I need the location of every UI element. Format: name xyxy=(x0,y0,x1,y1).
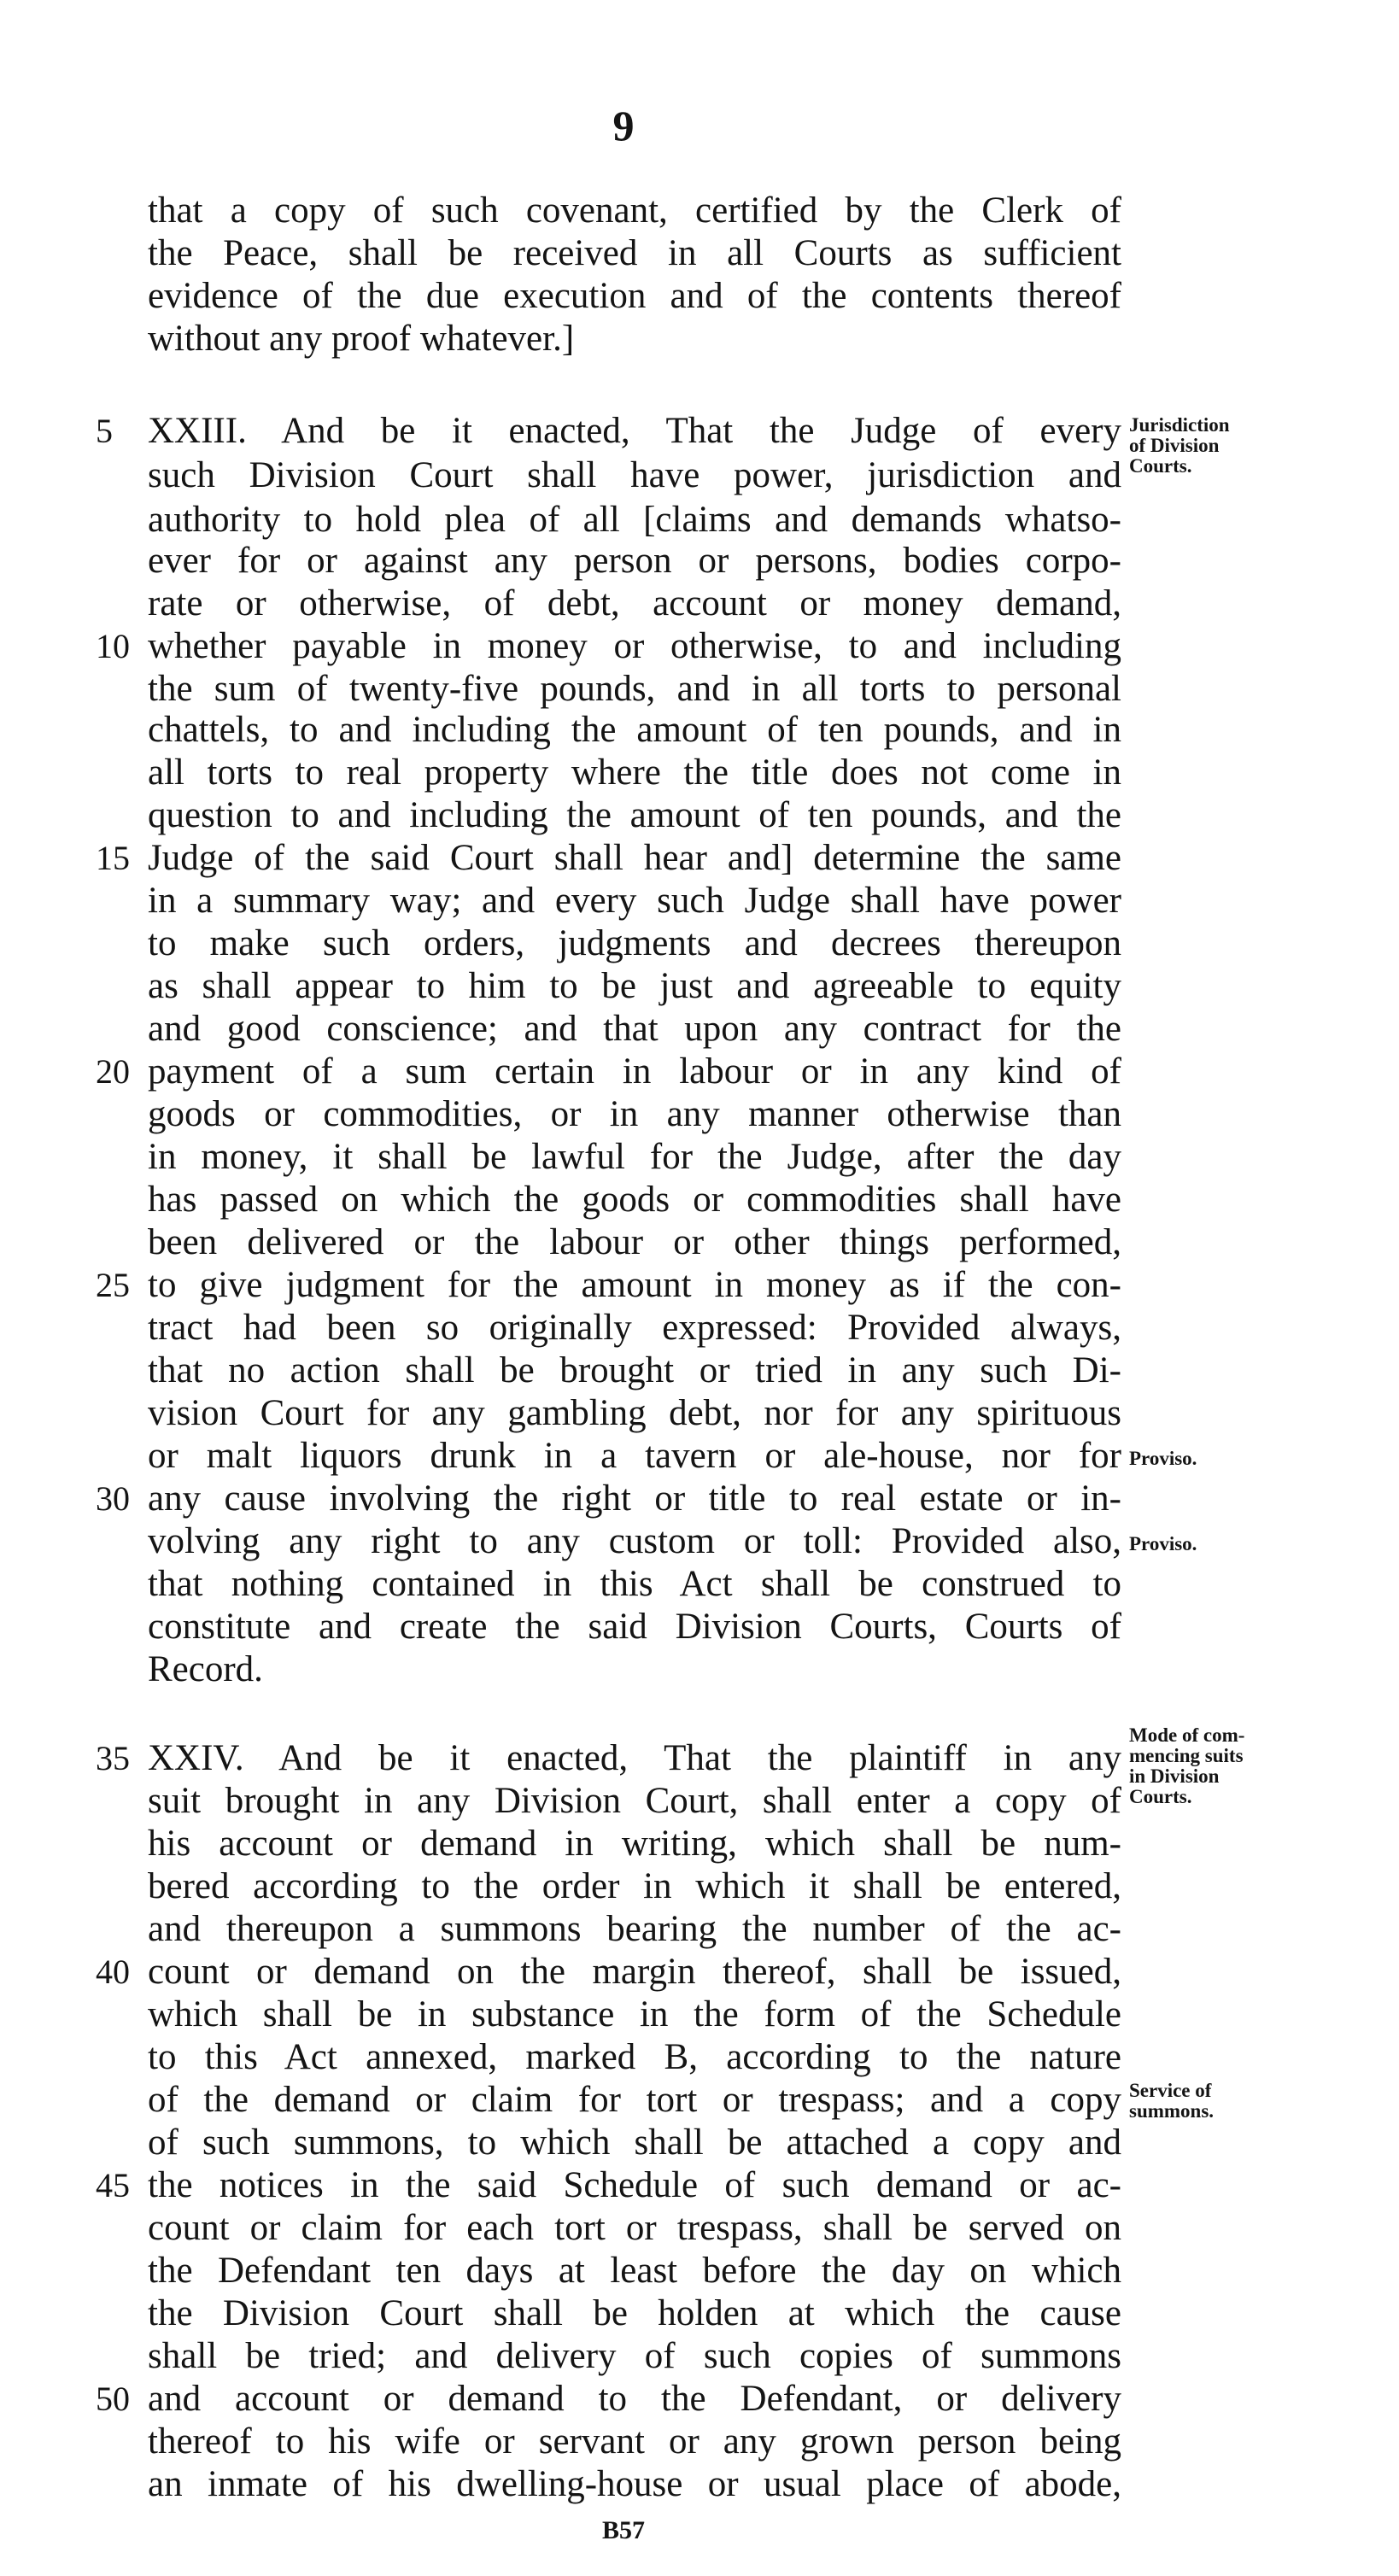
text-line: that nothing contained in this Act shall be construed to xyxy=(148,1564,1121,1604)
margin-note xyxy=(1129,415,1385,477)
text-line: that a copy of such covenant, certified by the Clerk of xyxy=(148,190,1121,231)
text-line: question to and including the amount of ten pounds, and the xyxy=(148,795,1121,835)
margin-note-line: mencing suits xyxy=(1129,1745,1244,1766)
text-line: the notices in the said Schedule of such demand or ac- xyxy=(148,2165,1121,2205)
line-number: 50 xyxy=(96,2380,130,2418)
text-line: evidence of the due execution and of the contents thereof xyxy=(148,276,1121,316)
text-line: without any proof whatever.] xyxy=(148,319,575,359)
text-line: an inmate of his dwelling-house or usual place of abode, xyxy=(148,2464,1121,2504)
margin-note xyxy=(1129,2081,1385,2122)
signature-mark: B57 xyxy=(601,2516,645,2544)
margin-note-line: Mode of com- xyxy=(1129,1724,1245,1746)
text-line: whether payable in money or otherwise, to and including xyxy=(148,626,1121,666)
text-line: constitute and create the said Division Courts, Courts of xyxy=(148,1607,1121,1647)
text-line: the Peace, shall be received in all Courts as sufficient xyxy=(148,233,1121,273)
line-number: 35 xyxy=(96,1739,130,1777)
text-line: suit brought in any Division Court, shall enter a copy of xyxy=(148,1781,1121,1821)
margin-note xyxy=(1129,1534,1385,1554)
text-line: vision Court for any gambling debt, nor for any spirituous xyxy=(148,1393,1121,1433)
margin-note-line: Jurisdiction xyxy=(1129,414,1230,436)
margin-note-line: summons. xyxy=(1129,2100,1215,2122)
text-line: thereof to his wife or servant or any grown person being xyxy=(148,2421,1121,2462)
text-line: count or claim for each tort or trespass, shall be served on xyxy=(148,2208,1121,2248)
text-line: which shall be in substance in the form of the Schedule xyxy=(148,1994,1121,2034)
text-line: authority to hold plea of all [claims and demands whatso- xyxy=(148,500,1121,540)
text-line: of the demand or claim for tort or trespass; and a copy xyxy=(148,2080,1121,2120)
margin-note-line: Courts. xyxy=(1129,455,1192,477)
text-line: the Division Court shall be holden at which the cause xyxy=(148,2293,1121,2333)
margin-note-line: Proviso. xyxy=(1129,1533,1197,1554)
margin-note xyxy=(1129,1449,1385,1469)
text-line: goods or commodities, or in any manner otherwise than xyxy=(148,1094,1121,1134)
text-line: any cause involving the right or title to real estate or in- xyxy=(148,1478,1121,1519)
margin-note-line: of Division xyxy=(1129,435,1220,456)
text-line: count or demand on the margin thereof, shall be issued, xyxy=(148,1952,1121,1992)
line-number: 45 xyxy=(96,2166,130,2204)
text-line: to this Act annexed, marked B, according to the nature xyxy=(148,2037,1121,2077)
text-line: and account or demand to the Defendant, or delivery xyxy=(148,2379,1121,2419)
text-line: Record. xyxy=(148,1649,263,1689)
text-line: chattels, to and including the amount of ten pounds, and in xyxy=(148,710,1121,750)
text-line: his account or demand in writing, which shall be num- xyxy=(148,1824,1121,1864)
line-number: 40 xyxy=(96,1952,130,1991)
line-number: 30 xyxy=(96,1479,130,1518)
page-number: 9 xyxy=(612,102,635,149)
text-line: Judge of the said Court shall hear and] determine the same xyxy=(148,838,1121,878)
text-line: shall be tried; and delivery of such copies of summons xyxy=(148,2336,1121,2376)
line-number: 5 xyxy=(96,412,113,450)
text-line: volving any right to any custom or toll: Provided also, xyxy=(148,1521,1121,1561)
text-line: as shall appear to him to be just and agreeable to equity xyxy=(148,966,1121,1006)
line-number: 10 xyxy=(96,627,130,665)
text-line: that no action shall be brought or tried in any such Di- xyxy=(148,1350,1121,1390)
text-line: to make such orders, judgments and decrees thereupon xyxy=(148,923,1121,963)
text-line: of such summons, to which shall be attached a copy and xyxy=(148,2122,1121,2163)
line-number: 15 xyxy=(96,839,130,877)
margin-note-line: Courts. xyxy=(1129,1786,1192,1807)
text-line: the Defendant ten days at least before the day on which xyxy=(148,2251,1121,2291)
text-line: and good conscience; and that upon any contract for the xyxy=(148,1009,1121,1049)
text-line: tract had been so originally expressed: Provided always, xyxy=(148,1308,1121,1348)
margin-note-line: in Division xyxy=(1129,1765,1220,1787)
margin-note-line: Proviso. xyxy=(1129,1448,1197,1469)
text-line: rate or otherwise, of debt, account or money demand, xyxy=(148,583,1121,624)
text-line: has passed on which the goods or commodities shall have xyxy=(148,1180,1121,1220)
text-line: and thereupon a summons bearing the number of the ac- xyxy=(148,1909,1121,1949)
text-line: been delivered or the labour or other things performed, xyxy=(148,1222,1121,1262)
text-line: XXIII. And be it enacted, That the Judge of every xyxy=(148,411,1121,451)
margin-note-line: Service of xyxy=(1129,2080,1212,2101)
text-line: such Division Court shall have power, jurisdiction and xyxy=(148,455,1121,495)
line-number: 25 xyxy=(96,1266,130,1304)
text-line: all torts to real property where the title does not come in xyxy=(148,752,1121,793)
margin-note xyxy=(1129,1725,1385,1807)
text-line: payment of a sum certain in labour or in any kind of xyxy=(148,1051,1121,1092)
text-line: in money, it shall be lawful for the Judge, after the day xyxy=(148,1137,1121,1177)
text-line: ever for or against any person or persons, bodies corpo- xyxy=(148,541,1121,581)
text-line: the sum of twenty-five pounds, and in all torts to personal xyxy=(148,669,1121,709)
text-line: XXIV. And be it enacted, That the plaintiff in any xyxy=(148,1738,1121,1778)
text-line: to give judgment for the amount in money as if the con- xyxy=(148,1265,1121,1305)
text-line: or malt liquors drunk in a tavern or ale-house, nor for xyxy=(148,1436,1121,1476)
text-line: in a summary way; and every such Judge shall have power xyxy=(148,881,1121,921)
line-number: 20 xyxy=(96,1052,130,1091)
text-line: bered according to the order in which it shall be entered, xyxy=(148,1866,1121,1906)
